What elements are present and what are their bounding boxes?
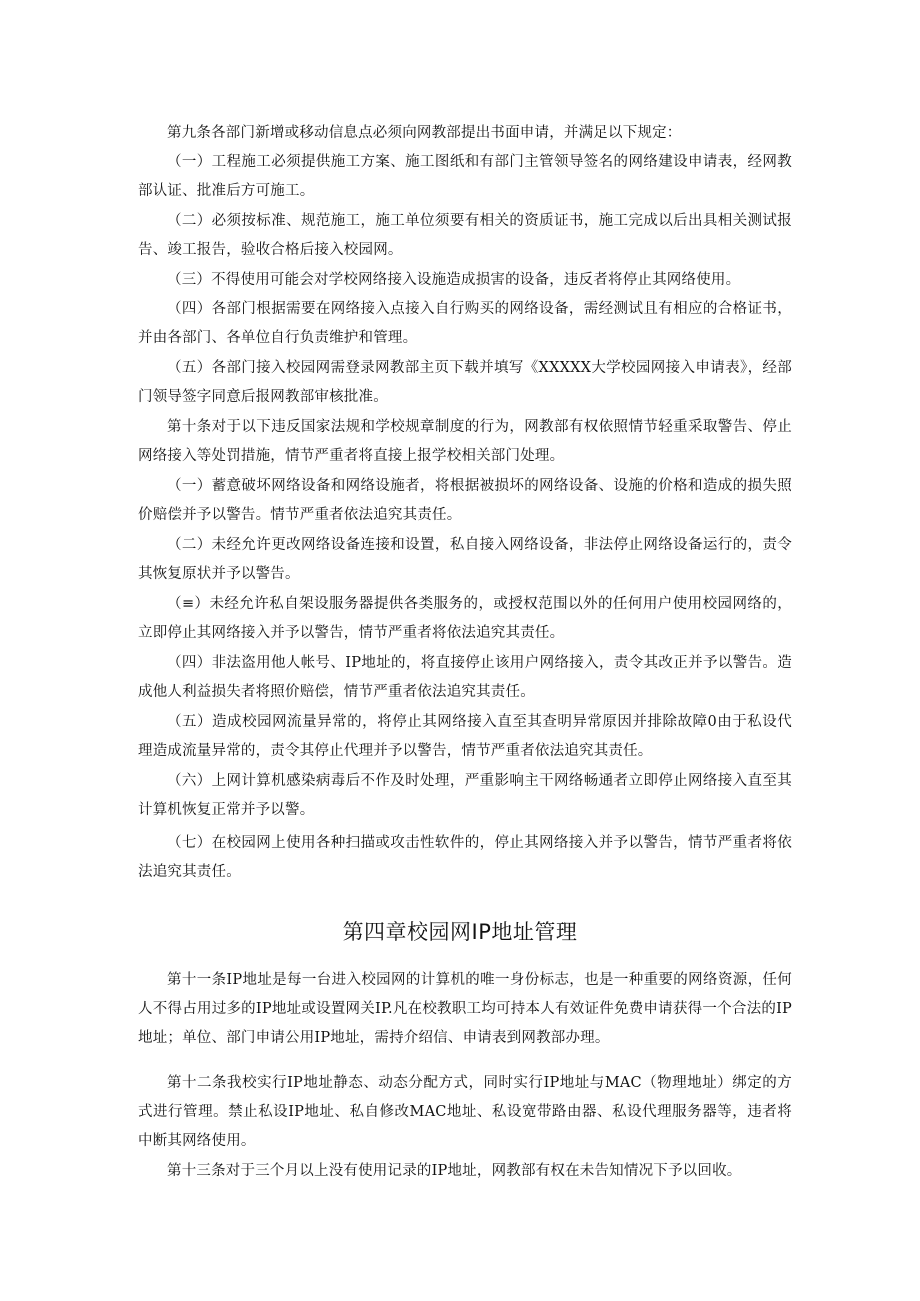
article-10-item-6: （六）上网计算机感染病毒后不作及时处理，严重影响主干网络畅通者立即停止网络接入直至其计算机恢复正常并予以警。 xyxy=(138,773,792,818)
article-10-item-2: （二）未经允许更改网络设备连接和设置，私自接入网络设备，非法停止网络设备运行的，责令其恢复原状并予以警告。 xyxy=(138,537,792,582)
article-10-item-1: （一）蓄意破坏网络设备和网络设施者，将根据被损坏的网络设备、设施的价格和造成的损失照价赔偿并予以警告。情节严重者依法追究其责任。 xyxy=(138,478,792,523)
article-9-item-2: （二）必须按标准、规范施工，施工单位须要有相关的资质证书，施工完成以后出具相关测试报告、竣工报告，验收合格后接入校园网。 xyxy=(138,213,792,258)
article-10-item-3: （≡）未经允许私自架设服务器提供各类服务的，或授权范围以外的任何用户使用校园网络的，立即停止其网络接入并予以警告，情节严重者将依法追究其责任。 xyxy=(138,596,792,641)
article-10: 第十条对于以下违反国家法规和学校规章制度的行为，网教部有权依照情节轻重采取警告、停止网络接入等处罚措施，情节严重者将直接上报学校相关部门处理。 xyxy=(138,419,792,464)
article-11: 第十一条IP地址是每一台进入校园网的计算机的唯一身份标志，也是一种重要的网络资源，任何人不得占用过多的IP地址或设置网关IP.凡在校教职工均可持本人有效证件免费申请获得一个合法的IP地址；单位、部门申请公用IP地址，需持介绍信、申请表到网教部办理。 xyxy=(138,972,792,1046)
article-10-item-5: （五）造成校园网流量异常的，将停止其网络接入直至其查明异常原因并排除故障0由于私设代理造成流量异常的，责令其停止代理并予以警告，情节严重者依法追究其责任。 xyxy=(138,714,792,759)
article-9-item-3: （三）不得使用可能会对学校网络接入设施造成损害的设备，违反者将停止其网络使用。 xyxy=(167,272,741,288)
article-10-item-7: （七）在校园网上使用各种扫描或攻击性软件的，停止其网络接入并予以警告，情节严重者将依法追究其责任。 xyxy=(138,835,792,880)
chapter-heading: 第四章校园网IP地址管理 xyxy=(342,920,578,944)
article-9-item-4: （四）各部门根据需要在网络接入点接入自行购买的网络设备，需经测试且有相应的合格证书，并由各部门、各单位自行负责维护和管理。 xyxy=(138,301,792,346)
article-9-item-5: （五）各部门接入校园网需登录网教部主页下载并填写《XXXXX大学校园网接入申请表》，经部门领导签字同意后报网教部审核批准。 xyxy=(138,360,792,405)
article-10-item-4: （四）非法盗用他人帐号、IP地址的，将直接停止该用户网络接入，责令其改正并予以警告。造成他人利益损失者将照价赔偿，情节严重者依法追究其责任。 xyxy=(138,655,792,700)
article-9-item-1: （一）工程施工必须提供施工方案、施工图纸和有部门主管领导签名的网络建设申请表，经网教部认证、批准后方可施工。 xyxy=(138,154,792,199)
article-9: 第九条各部门新增或移动信息点必须向网教部提出书面申请，并满足以下规定： xyxy=(167,125,682,141)
article-12: 第十二条我校实行IP地址静态、动态分配方式，同时实行IP地址与MAC（物理地址）绑定的方式进行管理。禁止私设IP地址、私自修改MAC地址、私设宽带路由器、私设代理服务器等，违者将中断其网络使用。 xyxy=(138,1075,792,1149)
article-13: 第十三条对于三个月以上没有使用记录的IP地址，网教部有权在未告知情况下予以回收。 xyxy=(167,1163,742,1179)
